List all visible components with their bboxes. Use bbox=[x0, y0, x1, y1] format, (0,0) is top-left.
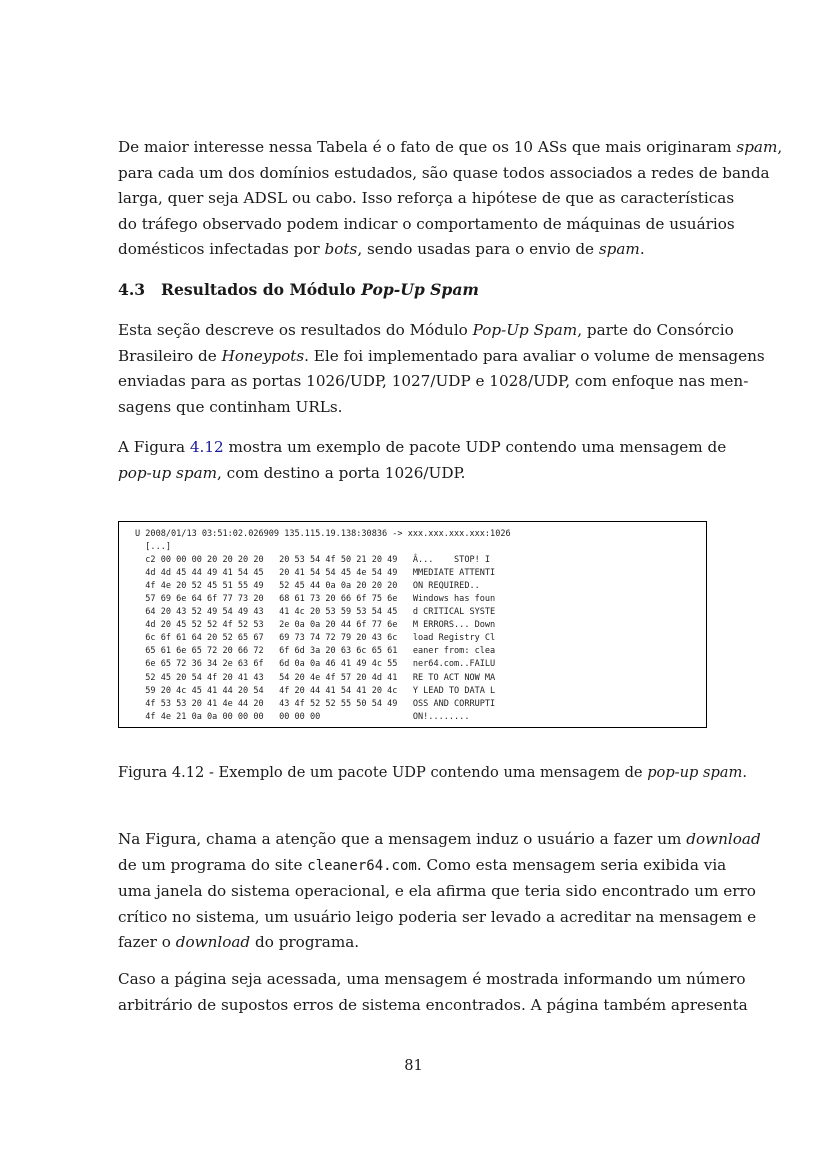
caption-italic: pop-up spam bbox=[647, 764, 743, 781]
text-line bbox=[118, 369, 749, 395]
caption-suffix: . bbox=[742, 764, 747, 781]
text-run: , sendo usadas para o envio de bbox=[357, 240, 599, 258]
text-line bbox=[118, 161, 770, 187]
text-run: larga, quer seja ADSL ou cabo. Isso reforça a hipótese de que as características bbox=[118, 189, 735, 207]
text-run: fazer o bbox=[118, 933, 176, 951]
text-run: A Figura bbox=[118, 438, 190, 456]
text-line bbox=[118, 930, 709, 956]
packet-dump-text: U 2008/01/13 03:51:02.026909 135.115.19.138:30836 -> xxx.xxx.xxx.xxx:1026 [...] c2 00 00 00 20 20 20 20 20 53 54 4f 50 21 20 49 Â... STOP! I 4d 4d 45 44 49 41 54 45 20 41 54 54 45 4e 54 49 MMEDIATE ATTENTI 4f 4e 20 52 45 51 55 49 52 45 44 0a 0a 20 20 20 ON REQUIRED.. 57 69 6e 64 6f 77 73 20 68 61 73 20 66 6f 75 6e Windows has foun 64 20 43 52 49 54 49 43 41 4c 20 53 59 53 54 45 d CRITICAL SYSTE 4d 20 45 52 52 4f 52 53 2e 0a 0a 20 44 6f 77 6e M ERRORS... Down 6c 6f 61 64 20 52 65 67 69 73 74 72 79 20 43 6c load Registry Cl 65 61 6e 65 72 20 66 72 6f 6d 3a 20 63 6c 65 61 eaner from: clea 6e 65 72 36 34 2e 63 6f 6d 0a 0a 46 41 49 4c 55 ner64.com..FAILU 52 45 20 54 4f 20 41 43 54 20 4e 4f 57 20 4d 41 RE TO ACT NOW MA 59 20 4c 45 41 44 20 54 4f 20 44 41 54 41 20 4c Y LEAD TO DATA L 4f 53 53 20 41 4e 44 20 43 4f 52 52 55 50 54 49 OSS AND CORRUPTI 4f 4e 21 0a 0a 00 00 00 00 00 00 ON!........ bbox=[135, 529, 511, 722]
italic-term: pop-up spam bbox=[118, 463, 218, 482]
text-run: enviadas para as portas 1026/UDP, 1027/UDP e 1028/UDP, com enfoque nas men- bbox=[118, 372, 749, 390]
paragraph-figure-reference bbox=[118, 435, 727, 486]
text-line bbox=[118, 827, 761, 853]
figure-packet-dump bbox=[118, 521, 707, 728]
text-line bbox=[118, 853, 727, 880]
text-run: uma janela do sistema operacional, e ela afirma que teria sido encontrado um erro bbox=[118, 882, 756, 900]
text-line bbox=[118, 135, 783, 161]
text-run: mostra um exemplo de pacote UDP contendo uma mensagem de bbox=[223, 438, 727, 456]
text-line bbox=[118, 967, 746, 993]
text-run: crítico no sistema, um usuário leigo poderia ser levado a acreditar na mensagem e bbox=[118, 907, 757, 926]
text-line bbox=[118, 237, 709, 263]
section-heading bbox=[118, 280, 479, 299]
section-number: 4.3 bbox=[118, 280, 146, 299]
text-run: , com destino a porta 1026/UDP. bbox=[217, 463, 466, 482]
text-line bbox=[118, 905, 757, 931]
paragraph-download-analysis bbox=[118, 827, 761, 956]
figure-link[interactable]: 4.12 bbox=[189, 438, 224, 456]
section-title-italic: Pop-Up Spam bbox=[361, 280, 479, 299]
text-run: Caso a página seja acessada, uma mensagem é mostrada informando um número bbox=[118, 970, 746, 988]
text-run: do programa. bbox=[250, 933, 360, 951]
text-line bbox=[118, 186, 735, 212]
italic-term: spam bbox=[598, 240, 640, 258]
text-run: . bbox=[639, 240, 645, 258]
text-line bbox=[118, 395, 709, 421]
text-run: de um programa do site bbox=[118, 855, 308, 874]
text-run: De maior interesse nessa Tabela é o fato de que os 10 ASs que mais originaram bbox=[118, 138, 737, 156]
paragraph-intro bbox=[118, 135, 783, 263]
text-line bbox=[118, 318, 734, 344]
text-run: Na Figura, chama a atenção que a mensagem induz o usuário a fazer um bbox=[118, 830, 687, 848]
italic-term: Pop-Up Spam bbox=[472, 321, 578, 339]
text-line bbox=[118, 993, 748, 1019]
text-run: para cada um dos domínios estudados, são quase todos associados a redes de banda bbox=[118, 163, 770, 182]
text-run: arbitrário de supostos erros de sistema encontrados. A página também apresenta bbox=[118, 995, 748, 1014]
text-run: domésticos infectadas por bbox=[118, 240, 325, 258]
figure-caption bbox=[118, 762, 747, 784]
italic-term: bots bbox=[324, 240, 358, 258]
text-line bbox=[118, 435, 727, 461]
italic-term: Honeypots bbox=[221, 346, 305, 365]
text-run: sagens que continham URLs. bbox=[118, 397, 343, 416]
italic-term: spam bbox=[736, 138, 778, 156]
domain-name: cleaner64.com bbox=[307, 857, 417, 874]
text-run: , bbox=[777, 138, 783, 156]
paragraph-page-access bbox=[118, 967, 748, 1018]
text-run: . Ele foi implementado para avaliar o volume de mensagens bbox=[304, 346, 765, 365]
caption-prefix: Figura 4.12 - Exemplo de um pacote UDP contendo uma mensagem de bbox=[118, 764, 648, 781]
text-line bbox=[118, 461, 709, 487]
paragraph-module-description bbox=[118, 318, 765, 420]
text-run: Esta seção descreve os resultados do Módulo bbox=[118, 321, 473, 339]
text-run: , parte do Consórcio bbox=[577, 321, 734, 339]
italic-term: download bbox=[686, 830, 761, 848]
text-run: Brasileiro de bbox=[118, 346, 222, 365]
text-line bbox=[118, 344, 765, 370]
italic-term: download bbox=[175, 933, 251, 951]
text-line bbox=[118, 212, 735, 238]
section-title: Resultados do Módulo bbox=[161, 280, 362, 299]
page-number: 81 bbox=[404, 1057, 423, 1074]
text-run: . Como esta mensagem seria exibida via bbox=[416, 855, 727, 874]
text-line bbox=[118, 879, 756, 905]
text-run: do tráfego observado podem indicar o comportamento de máquinas de usuários bbox=[118, 214, 735, 233]
